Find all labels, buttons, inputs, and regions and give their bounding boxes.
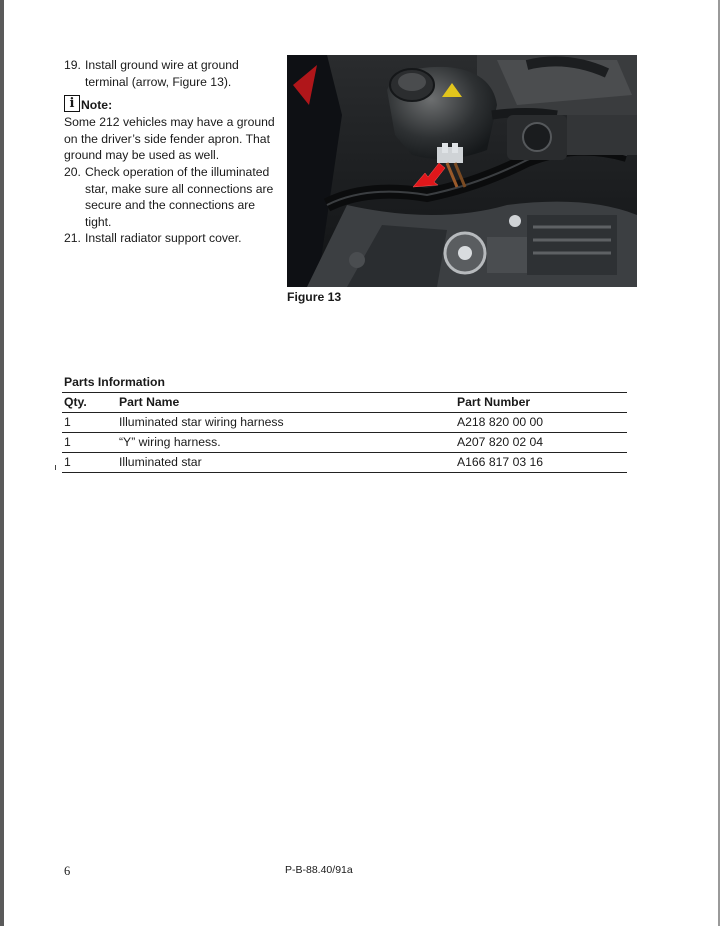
cell-part-name: “Y” wiring harness.	[119, 435, 221, 449]
instruction-steps	[64, 57, 284, 247]
step-text: Install ground wire at ground terminal (arrow, Figure 13).	[85, 58, 239, 89]
info-icon: i	[64, 95, 80, 112]
step-number: 21.	[64, 231, 81, 246]
parts-table	[62, 392, 627, 473]
note-text: Some 212 vehicles may have a ground on the driver’s side fender apron. That ground may be used as well.	[64, 115, 275, 163]
page-edge-left	[0, 0, 4, 926]
cell-qty: 1	[64, 435, 71, 449]
header-part-number: Part Number	[457, 395, 531, 409]
step-20	[64, 164, 284, 230]
engine-bay-illustration	[287, 55, 637, 287]
table-row	[62, 413, 627, 433]
document-code: P-B-88.40/91a	[285, 864, 353, 876]
table-header-row	[62, 392, 627, 413]
header-part-name: Part Name	[119, 395, 180, 409]
cell-part-number: A166 817 03 16	[457, 455, 544, 469]
step-19	[64, 57, 284, 90]
figure-caption: Figure 13	[287, 290, 342, 304]
cell-part-number: A218 820 00 00	[457, 415, 544, 429]
cell-part-name: Illuminated star wiring harness	[119, 415, 284, 429]
table-divider-tick	[55, 465, 56, 470]
note-header	[64, 92, 284, 112]
step-text: Check operation of the illuminated star, make sure all connections are secure and the connections are tight.	[85, 164, 274, 229]
step-number: 20.	[64, 164, 81, 179]
engine-bay-photo	[287, 55, 637, 287]
step-text: Install radiator support cover.	[85, 231, 242, 246]
cell-part-name: Illuminated star	[119, 455, 202, 469]
note-label: Note:	[81, 98, 113, 113]
header-qty: Qty.	[64, 395, 87, 409]
table-row	[62, 433, 627, 453]
step-number: 19.	[64, 58, 81, 72]
parts-section-title: Parts Information	[64, 375, 165, 389]
cell-qty: 1	[64, 415, 71, 429]
cell-part-number: A207 820 02 04	[457, 435, 544, 449]
cell-qty: 1	[64, 455, 71, 469]
page-number: 6	[64, 864, 71, 878]
table-row	[62, 453, 627, 473]
step-21	[64, 230, 284, 247]
